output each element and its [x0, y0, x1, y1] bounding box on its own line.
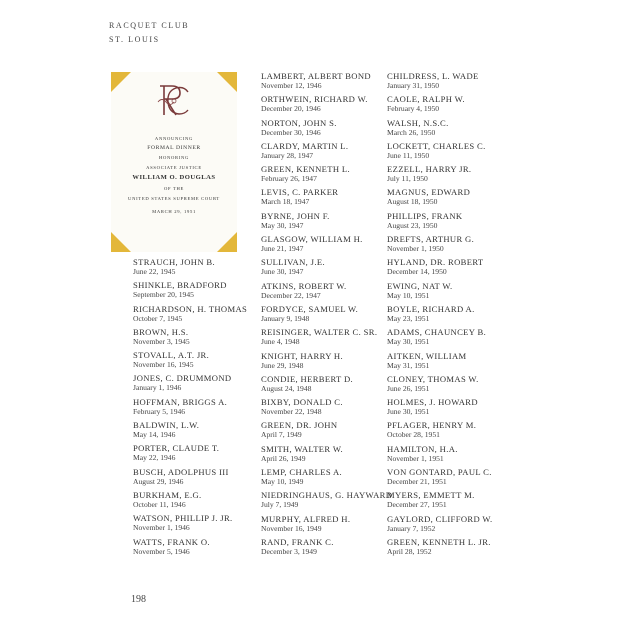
member-name: PORTER, CLAUDE T.: [133, 443, 220, 454]
member-name: ATKINS, ROBERT W.: [261, 280, 347, 291]
member-date: May 23, 1951: [387, 313, 430, 323]
member-entry: [261, 374, 392, 394]
member-entry: [261, 467, 392, 487]
member-entry: [387, 490, 493, 510]
member-name: ORTHWEIN, RICHARD W.: [261, 94, 368, 105]
member-name: LAMBERT, ALBERT BOND: [261, 71, 371, 81]
member-name: DREFTS, ARTHUR G.: [387, 234, 475, 245]
member-name: CLARDY, MARTIN L.: [261, 140, 349, 151]
member-date: November 1, 1951: [387, 453, 444, 463]
member-name: GREEN, KENNETH L. JR.: [387, 536, 491, 547]
members-column-3: [387, 71, 493, 560]
member-entry: [387, 257, 493, 277]
page-number: 198: [131, 594, 146, 605]
member-name: REISINGER, WALTER C. SR.: [261, 327, 378, 338]
member-entry: [133, 304, 247, 324]
member-entry: [133, 420, 247, 440]
member-name: MURPHY, ALFRED H.: [261, 513, 351, 524]
member-name: GAYLORD, CLIFFORD W.: [387, 513, 493, 524]
member-date: November 3, 1945: [133, 336, 190, 346]
member-entry: [387, 467, 493, 487]
member-date: May 30, 1947: [261, 220, 304, 230]
member-name: KNIGHT, HARRY H.: [261, 350, 343, 361]
member-name: LOCKETT, CHARLES C.: [387, 140, 486, 151]
member-date: December 22, 1947: [261, 290, 321, 300]
member-entry: [387, 281, 493, 301]
rc-monogram-icon: [154, 82, 194, 120]
gold-corner-top-right: [217, 72, 237, 92]
dinner-announcement-card: [111, 72, 237, 252]
member-name: FORDYCE, SAMUEL W.: [261, 303, 359, 314]
member-name: MAGNUS, EDWARD: [387, 187, 471, 198]
card-announcing: ANNOUNCING: [154, 136, 194, 141]
member-date: June 30, 1951: [387, 407, 430, 417]
member-name: BUSCH, ADOLPHUS III: [133, 466, 229, 477]
member-date: August 29, 1946: [133, 476, 184, 486]
member-date: June 21, 1947: [261, 244, 304, 254]
member-date: April 7, 1949: [261, 430, 302, 440]
member-date: November 12, 1946: [261, 81, 322, 90]
member-date: November 1, 1946: [133, 523, 190, 533]
member-entry: [261, 234, 392, 254]
member-entry: [261, 211, 392, 231]
member-date: June 22, 1945: [133, 267, 176, 276]
book-page: [73, 0, 567, 640]
member-date: January 1, 1946: [133, 383, 182, 393]
member-name: VON GONTARD, PAUL C.: [387, 467, 492, 478]
member-date: July 11, 1950: [387, 174, 428, 184]
member-name: PFLAGER, HENRY M.: [387, 420, 477, 431]
member-date: June 11, 1950: [387, 150, 430, 160]
header-city: ST. LOUIS: [109, 35, 160, 44]
member-name: AITKEN, WILLIAM: [387, 350, 467, 361]
member-name: HOLMES, J. HOWARD: [387, 397, 478, 408]
member-entry: [387, 327, 493, 347]
member-entry: [261, 444, 392, 464]
member-date: November 5, 1946: [133, 546, 190, 556]
member-date: June 29, 1948: [261, 360, 304, 370]
member-name: RAND, FRANK C.: [261, 536, 334, 547]
member-entry: [387, 444, 493, 464]
member-entry: [387, 514, 493, 534]
gold-corner-bottom-left: [111, 232, 131, 252]
member-entry: [261, 327, 392, 347]
gold-corner-bottom-right: [217, 232, 237, 252]
member-entry: [261, 187, 392, 207]
member-entry: [133, 443, 247, 463]
member-name: RICHARDSON, H. THOMAS: [133, 303, 248, 314]
member-name: SMITH, WALTER W.: [261, 443, 343, 454]
member-name: HAMILTON, H.A.: [387, 443, 458, 454]
card-honoring: HONORING: [158, 155, 190, 160]
member-entry: [387, 187, 493, 207]
member-name: WATTS, FRANK O.: [133, 536, 210, 547]
member-entry: [133, 257, 247, 277]
member-name: GLASGOW, WILLIAM H.: [261, 234, 363, 245]
member-entry: [133, 467, 247, 487]
member-name: GREEN, DR. JOHN: [261, 420, 338, 431]
member-date: February 5, 1946: [133, 406, 186, 416]
member-date: May 10, 1951: [387, 290, 430, 300]
member-name: WATSON, PHILLIP J. JR.: [133, 513, 233, 524]
member-date: July 7, 1949: [261, 500, 299, 510]
card-event: FORMAL DINNER: [147, 145, 201, 151]
member-date: October 11, 1946: [133, 499, 186, 509]
member-name: WALSH, N.S.C.: [387, 117, 449, 128]
member-name: ADAMS, CHAUNCEY B.: [387, 327, 487, 338]
member-date: March 18, 1947: [261, 197, 310, 207]
member-entry: [133, 513, 247, 533]
member-date: August 24, 1948: [261, 383, 312, 393]
member-date: January 28, 1947: [261, 150, 314, 160]
member-date: June 30, 1947: [261, 267, 304, 277]
member-entry: [133, 350, 247, 370]
member-date: May 30, 1951: [387, 337, 430, 347]
member-date: November 16, 1949: [261, 523, 322, 533]
member-date: February 26, 1947: [261, 174, 317, 184]
member-name: LEMP, CHARLES A.: [261, 467, 343, 478]
member-entry: [387, 397, 493, 417]
card-of-the: OF THE: [163, 186, 185, 191]
member-date: January 7, 1952: [387, 523, 436, 533]
member-entry: [387, 234, 493, 254]
member-name: EZZELL, HARRY JR.: [387, 164, 472, 175]
member-date: January 31, 1950: [387, 81, 440, 90]
member-name: HYLAND, DR. ROBERT: [387, 257, 484, 268]
member-entry: [261, 94, 392, 114]
member-date: April 26, 1949: [261, 453, 306, 463]
left-margin: [0, 0, 73, 640]
header-club-name: RACQUET CLUB: [109, 21, 190, 30]
member-entry: [387, 141, 493, 161]
member-name: STRAUCH, JOHN B.: [133, 257, 215, 267]
member-date: September 20, 1945: [133, 290, 194, 300]
member-entry: [261, 537, 392, 557]
member-date: October 28, 1951: [387, 430, 440, 440]
right-margin: [567, 0, 640, 640]
member-name: JONES, C. DRUMMOND: [133, 373, 232, 384]
member-entry: [261, 397, 392, 417]
member-name: CAOLE, RALPH W.: [387, 94, 465, 105]
member-entry: [261, 514, 392, 534]
member-entry: [387, 304, 493, 324]
member-entry: [133, 490, 247, 510]
member-entry: [133, 327, 247, 347]
member-entry: [133, 537, 247, 557]
members-column-1: [133, 257, 247, 560]
member-entry: [387, 537, 493, 557]
member-name: BYRNE, JOHN F.: [261, 210, 330, 221]
member-date: June 4, 1948: [261, 337, 300, 347]
member-name: BOYLE, RICHARD A.: [387, 303, 475, 314]
member-name: LEVIS, C. PARKER: [261, 187, 339, 198]
member-date: January 9, 1948: [261, 313, 310, 323]
member-name: CHILDRESS, L. WADE: [387, 71, 479, 81]
member-entry: [387, 374, 493, 394]
member-date: August 18, 1950: [387, 197, 438, 207]
member-entry: [387, 211, 493, 231]
gold-corner-top-left: [111, 72, 131, 92]
member-name: PHILLIPS, FRANK: [387, 210, 463, 221]
member-name: CONDIE, HERBERT D.: [261, 373, 354, 384]
member-date: November 1, 1950: [387, 244, 444, 254]
member-date: August 23, 1950: [387, 220, 438, 230]
member-entry: [261, 141, 392, 161]
member-entry: [387, 118, 493, 138]
card-honoree: WILLIAM O. DOUGLAS: [132, 174, 216, 181]
member-date: November 16, 1945: [133, 360, 194, 370]
member-entry: [387, 71, 493, 91]
card-court: UNITED STATES SUPREME COURT: [128, 196, 220, 201]
member-entry: [387, 420, 493, 440]
member-name: MYERS, EMMETT M.: [387, 490, 475, 501]
member-date: May 14, 1946: [133, 430, 176, 440]
member-name: GREEN, KENNETH L.: [261, 164, 351, 175]
member-name: BALDWIN, L.W.: [133, 420, 200, 431]
member-name: BROWN, H.S.: [133, 326, 189, 337]
member-date: December 14, 1950: [387, 267, 447, 277]
member-date: December 21, 1951: [387, 477, 447, 487]
member-entry: [387, 94, 493, 114]
member-date: December 30, 1946: [261, 127, 321, 137]
member-date: November 22, 1948: [261, 407, 322, 417]
member-entry: [387, 164, 493, 184]
member-entry: [133, 397, 247, 417]
member-entry: [261, 490, 392, 510]
member-date: December 27, 1951: [387, 500, 447, 510]
member-name: BIXBY, DONALD C.: [261, 397, 343, 408]
member-name: BURKHAM, E.G.: [133, 489, 202, 500]
member-name: SULLIVAN, J.E.: [261, 257, 325, 268]
member-date: April 28, 1952: [387, 546, 432, 556]
member-entry: [133, 280, 247, 300]
member-entry: [133, 373, 247, 393]
member-name: SHINKLE, BRADFORD: [133, 280, 227, 291]
member-entry: [261, 257, 392, 277]
member-entry: [261, 118, 392, 138]
member-name: NIEDRINGHAUS, G. HAYWARD: [261, 490, 393, 501]
member-date: October 7, 1945: [133, 313, 183, 323]
member-date: March 26, 1950: [387, 127, 436, 137]
member-date: May 22, 1946: [133, 453, 176, 463]
member-date: February 4, 1950: [387, 104, 440, 114]
member-entry: [387, 351, 493, 371]
member-date: December 3, 1949: [261, 546, 317, 556]
member-date: May 31, 1951: [387, 360, 430, 370]
member-name: HOFFMAN, BRIGGS A.: [133, 396, 228, 407]
member-entry: [261, 351, 392, 371]
member-name: CLONEY, THOMAS W.: [387, 373, 479, 384]
member-date: December 20, 1946: [261, 104, 321, 114]
card-date: MARCH 29, 1951: [152, 209, 196, 214]
card-title: ASSOCIATE JUSTICE: [146, 165, 202, 170]
member-entry: [261, 164, 392, 184]
member-entry: [261, 281, 392, 301]
member-entry: [261, 420, 392, 440]
member-name: STOVALL, A.T. JR.: [133, 350, 210, 361]
member-entry: [261, 304, 392, 324]
member-date: May 10, 1949: [261, 477, 304, 487]
member-name: NORTON, JOHN S.: [261, 117, 337, 128]
member-date: June 26, 1951: [387, 383, 430, 393]
member-entry: [261, 71, 392, 91]
member-name: EWING, NAT W.: [387, 280, 453, 291]
members-column-2: [261, 71, 392, 560]
